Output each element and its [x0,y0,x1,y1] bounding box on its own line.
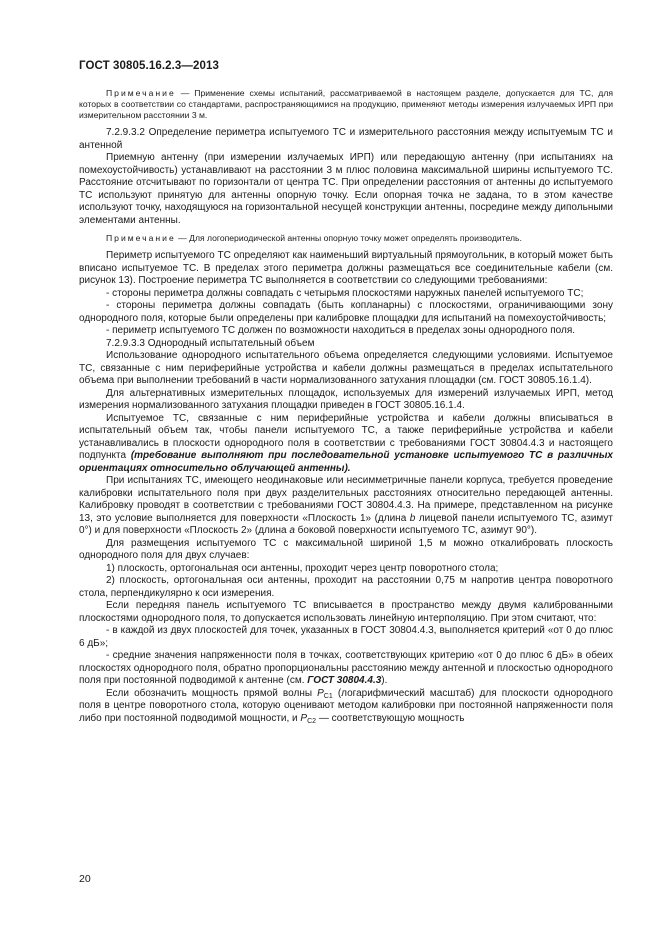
paragraph: Для размещения испытуемого ТС с максимальной шириной 1,5 м можно откалибровать плоскость однородного поля для двух случаев: [79,537,613,561]
list-item: - периметр испытуемого ТС должен по возможности находиться в пределах зоны однородного поля. [106,325,576,336]
document-body [79,88,613,725]
list-item: 2) плоскость, ортогональная оси антенны, проходит на расстоянии 0,75 м напротив центра поворотного стола, перпендикулярно к оси измерения. [79,575,613,599]
list-item [79,650,613,688]
note-text: — Применение схемы испытаний, рассматриваемой в настоящем разделе, допускается для ТС, для которых в соответствии со стандартами, распространяющимися на продукцию, применяют методы измерения излучаемых ИРП при измерительном расстоянии 3 м. [79,88,613,120]
note-label: Примечание [106,233,176,243]
symbol-p: P [300,712,308,724]
paragraph [79,413,613,476]
paragraph: Периметр испытуемого ТС определяют как наименьший виртуальный прямоугольник, в который может быть вписано испытуемое ТС. В пределах этого периметра должны размещаться все соединительные кабели (см. рисунок 13). Построение периметра ТС выполняется в соответствии со следующими требованиями: [79,250,613,286]
paragraph-text: ). [381,675,388,686]
paragraph-text: - средние значения напряженности поля в точках, соответствующих критерию «от 0 до плюс 6 дБ» в обеих плоскостях однородного поля, обратно пропорциональны расстоянию между антенной и плоскостью однородного поля при постоянной подводимой к антенне (см. [79,650,613,686]
paragraph [79,475,613,538]
note-paragraph [79,88,613,121]
paragraph: Приемную антенну (при измерении излучаемых ИРП) или передающую антенну (при испытаниях на помехоустойчивость) устанавливают на расстоянии 3 м плюс половина максимальной ширины испытуемого ТС. Расстояние отсчитывают по горизонтали от центра ТС. При определении расстояния от антенны до испытуемого ТС используют принятую для антенны опорную точку. Если опорная точка не задана, то в этом качестве используют точку, находящуюся на горизонтальной несущей конструкции антенны, посредине между дипольными элементами антенны. [79,152,613,226]
list-item: - стороны периметра должны совпадать (быть копланарны) с плоскостями, ограничивающими зону однородного поля, которые были определены при калибровке площадки для испытаний на помехоустойчивость; [79,300,613,324]
paragraph-text: лицевой панели испытуемого ТС, азимут 0°) и для поверхности «Плоскость 2» (длина [79,512,613,536]
paragraph: Использование однородного испытательного объема определяется следующими условиями. Испытуемое ТС, связанные с ним периферийные устройства и кабели должны размещаться в пределах испытательного объема при выполнении требований в части нормализованного затухания площадки (см. ГОСТ 30805.16.1.4). [79,350,613,386]
paragraph-text: Если обозначить мощность прямой волны [106,687,318,699]
section-heading: 7.2.9.3.2 Определение периметра испытуемого ТС и измерительного расстояния между испытуемым ТС и антенной [79,127,613,151]
variable-b: b [409,512,416,524]
symbol-subscript: C2 [307,717,317,725]
paragraph-text: — соответствующую мощность [316,712,465,724]
paragraph: Если передняя панель испытуемого ТС вписывается в пространство между двумя калиброванными плоскостями однородного поля, то допускается использовать линейную интерполяцию. При этом считают, что: [79,600,613,624]
note-label: Примечание [106,88,176,98]
document-header: ГОСТ 30805.16.2.3—2013 [79,60,219,72]
paragraph-text: боковой поверхности испытуемого ТС, азимут 90°). [294,525,537,536]
variable-a: а [289,525,295,536]
note-paragraph [79,233,613,244]
list-item: 1) плоскость, ортогональная оси антенны, проходит через центр поворотного стола; [106,562,499,574]
paragraph [79,688,613,726]
list-item: - в каждой из двух плоскостей для точек, указанных в ГОСТ 30804.4.3, выполняется критерий «от 0 до плюс 6 дБ»; [79,625,613,649]
paragraph: Для альтернативных измерительных площадок, используемых для измерений излучаемых ИРП, метод измерения нормализованного затухания площадки приведен в ГОСТ 30805.16.1.4. [79,387,613,411]
symbol-p: P [317,687,324,699]
paragraph-text: (логарифмический масштаб) для плоскости однородного поля в центре поворотного стола, которую оценивают методом калибровки при постоянной напряженности поля либо при постоянной подводимой мощности, и [79,687,613,724]
note-text: — Для логопериодической антенны опорную точку может определять производитель. [175,233,522,243]
reference-text: ГОСТ 30804.4.3 [307,675,382,686]
section-heading: 7.2.9.3.3 Однородный испытательный объем [106,337,315,349]
paragraph-text: При испытаниях ТС, имеющего неодинаковые или несимметричные панели корпуса, требуется проведение калибровки испытательного поля при двух разделительных расстояниях относительно передающей антенны. Калибровку проводят в соответствии с требованиями ГОСТ 30804.4.3. На примере, представленном на рисунке 13, это условие выполняется для поверхности «Плоскость 1» (длина [79,475,613,524]
symbol-subscript: C1 [323,692,333,700]
emphasis-text: (требование выполняют при последовательной установке испытуемого ТС в различных ориентациях относительно облучающей антенны). [79,450,613,474]
page-number: 20 [79,873,91,885]
list-item: - стороны периметра должны совпадать с четырьмя плоскостями наружных панелей испытуемого ТС; [106,287,584,299]
paragraph-text: Испытуемое ТС, связанные с ним периферийные устройства и кабели должны вписываться в испытательный объем так, чтобы панели испытуемого ТС, а также периферийные устройства и кабели устанавливались в плоскости однородного поля в соответствии с требованиями ГОСТ 30804.4.3 и настоящего подпункта [79,412,613,461]
